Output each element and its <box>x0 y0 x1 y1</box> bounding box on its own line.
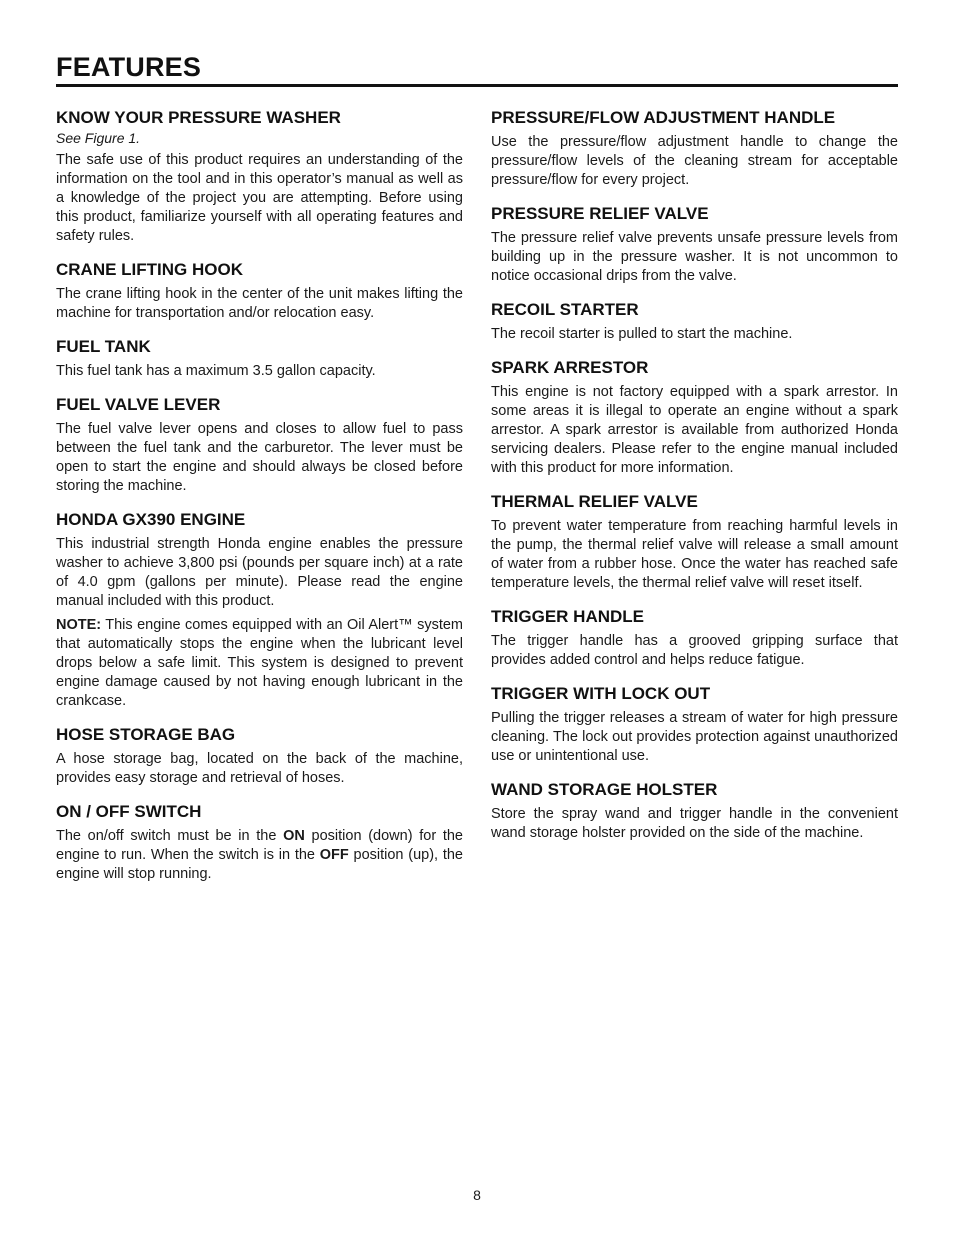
section-body: A hose storage bag, located on the back of the machine, provides easy storage and retrieval of hoses. <box>56 751 463 786</box>
section-body: To prevent water temperature from reaching harmful levels in the pump, the thermal relief valve will release a small amount of water from a rubber hose. Once the water has reached safe temperature levels, the thermal relief valve will reset itself. <box>491 518 898 591</box>
section-heading: THERMAL RELIEF VALVE <box>491 492 698 511</box>
section-spark-arrestor <box>491 358 898 478</box>
right-column <box>491 108 898 857</box>
section-honda-engine <box>56 510 463 711</box>
section-heading: ON / OFF SWITCH <box>56 802 202 821</box>
section-heading: HOSE STORAGE BAG <box>56 725 236 744</box>
section-body: The safe use of this product requires an understanding of the information on the tool and in this operator’s manual as well as a knowledge of the project you are attempting. Before using this product, familiarize yourself with all operating features and safety rules. <box>56 152 463 244</box>
section-body: Store the spray wand and trigger handle in the convenient wand storage holster provided on the side of the machine. <box>491 806 898 841</box>
section-body: This industrial strength Honda engine enables the pressure washer to achieve 3,800 psi (pounds per square inch) at a rate of 4.0 gpm (gallons per minute). Please read the engine manual included with this product. <box>56 536 463 609</box>
section-body: The recoil starter is pulled to start the machine. <box>491 326 793 342</box>
section-heading: WAND STORAGE HOLSTER <box>491 780 718 799</box>
section-trigger-handle <box>491 607 898 670</box>
engine-note <box>56 616 463 711</box>
section-hose-storage-bag <box>56 725 463 788</box>
section-recoil-starter <box>491 300 898 344</box>
section-heading: HONDA GX390 ENGINE <box>56 510 246 529</box>
left-column <box>56 108 463 898</box>
section-pressure-flow-handle <box>491 108 898 190</box>
section-thermal-relief-valve <box>491 492 898 593</box>
off-label: OFF <box>319 847 349 863</box>
note-text: This engine comes equipped with an Oil Alert™ system that automatically stops the engine when the lubricant level drops below a safe limit. This system is designed to prevent engine damage caused by not having enough lubricant in the crankcase. <box>56 617 463 709</box>
body-text: The on/off switch must be in the <box>56 828 284 844</box>
section-body: Pulling the trigger releases a stream of water for high pressure cleaning. The lock out provides protection against unauthorized use or unintentional use. <box>491 710 898 764</box>
section-heading: FUEL TANK <box>56 337 151 356</box>
section-heading: FUEL VALVE LEVER <box>56 395 221 414</box>
section-heading: RECOIL STARTER <box>491 300 639 319</box>
body-text: position (down) for the engine to run. When the switch is in the <box>56 828 463 863</box>
section-body: Use the pressure/flow adjustment handle to change the pressure/flow levels of the cleaning stream for acceptable pressure/flow for every project. <box>491 134 898 188</box>
section-know-your-pressure-washer <box>56 108 463 246</box>
note-label: NOTE: <box>56 617 102 633</box>
section-crane-lifting-hook <box>56 260 463 323</box>
body-text: position (up), the engine will stop running. <box>56 847 463 882</box>
section-fuel-valve-lever <box>56 395 463 496</box>
section-body: The crane lifting hook in the center of the unit makes lifting the machine for transportation and/or relocation easy. <box>56 286 463 321</box>
section-body: The pressure relief valve prevents unsafe pressure levels from building up in the pressure washer. It is not uncommon to notice occasional drips from the valve. <box>491 230 898 284</box>
section-pressure-relief-valve <box>491 204 898 286</box>
section-trigger-lock-out <box>491 684 898 766</box>
section-heading: PRESSURE/FLOW ADJUSTMENT HANDLE <box>491 108 836 127</box>
section-body: This fuel tank has a maximum 3.5 gallon capacity. <box>56 363 376 379</box>
page-title: FEATURES <box>56 52 202 82</box>
on-label: ON <box>283 828 305 844</box>
page-number: 8 <box>473 1187 481 1203</box>
section-heading: CRANE LIFTING HOOK <box>56 260 243 279</box>
section-heading: SPARK ARRESTOR <box>491 358 649 377</box>
section-heading: TRIGGER WITH LOCK OUT <box>491 684 711 703</box>
section-body: The fuel valve lever opens and closes to allow fuel to pass between the fuel tank and the carburetor. The lever must be open to start the engine and should always be closed before storing the machine. <box>56 421 463 494</box>
section-body <box>56 827 463 884</box>
section-wand-storage-holster <box>491 780 898 843</box>
section-on-off-switch <box>56 802 463 884</box>
section-fuel-tank <box>56 337 463 381</box>
section-body: This engine is not factory equipped with a spark arrestor. In some areas it is illegal to operate an engine without a spark arrestor. A spark arrestor is available from authorized Honda servicing dealers. Please refer to the engine manual included with this product for more information. <box>491 384 898 476</box>
section-heading: TRIGGER HANDLE <box>491 607 644 626</box>
section-heading: KNOW YOUR PRESSURE WASHER <box>56 108 341 127</box>
section-heading: PRESSURE RELIEF VALVE <box>491 204 709 223</box>
section-body: The trigger handle has a grooved gripping surface that provides added control and helps reduce fatigue. <box>491 633 898 668</box>
title-divider <box>56 84 898 87</box>
figure-reference: See Figure 1. <box>56 130 141 146</box>
